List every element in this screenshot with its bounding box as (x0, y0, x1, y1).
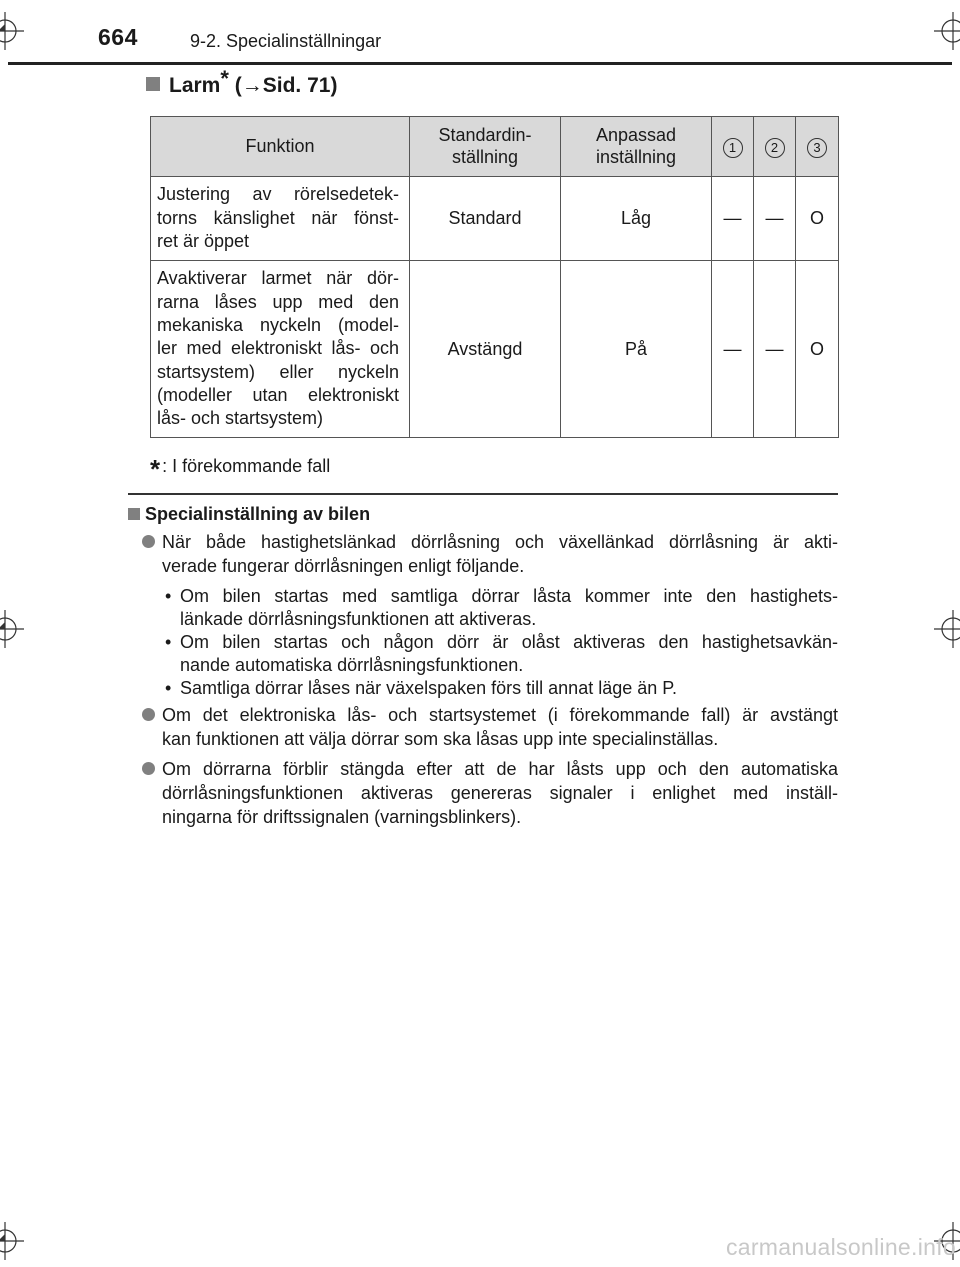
header-rule (8, 62, 952, 65)
subheading: Specialinställning av bilen (128, 504, 370, 525)
bullet-icon: • (165, 678, 172, 698)
function-cell: Justering av rörelsedetek- torns känslighet när fönst- ret är öppet (151, 177, 410, 261)
section-divider (128, 493, 838, 495)
header-custom: Anpassad inställning (561, 117, 712, 177)
table-header-row (151, 117, 839, 177)
circled-1-icon: 1 (723, 138, 743, 158)
method-1-cell: — (712, 177, 754, 261)
round-bullet-icon (142, 535, 155, 548)
section-title: Larm (169, 74, 221, 97)
settings-table (150, 116, 839, 438)
method-2-cell: — (754, 177, 796, 261)
paragraph-1: När både hastighetslänkad dörrlåsning och växellänkad dörrlåsning är akti- verade fungerar dörrlåsningen enligt följande. (162, 530, 838, 578)
footnote: * : I förekommande fall (150, 454, 331, 484)
section-heading: Larm* (→Sid. 71) (146, 74, 337, 98)
method-3-cell: O (796, 177, 839, 261)
circled-3-icon: 3 (807, 138, 827, 158)
list-item: • Samtliga dörrar låses när växelspaken förs till annat läge än P. (165, 678, 677, 698)
square-bullet-icon (128, 508, 140, 520)
header-function: Funktion (151, 117, 410, 177)
list-item: • Om bilen startas och någon dörr är olåst aktiveras den hastighetsavkän- nande automatiska dörrlåsningsfunktionen. (165, 632, 838, 675)
round-bullet-icon (142, 762, 155, 775)
registration-mark-top-right (934, 12, 960, 50)
chapter-title: 9-2. Specialinställningar (190, 31, 382, 51)
header-method-2 (754, 117, 796, 177)
custom-cell: Låg (561, 177, 712, 261)
default-cell: Standard (410, 177, 561, 261)
registration-mark-bottom-left (0, 1222, 24, 1260)
bullet-icon: • (165, 632, 172, 652)
page-number: 664 (98, 24, 138, 50)
registration-mark-middle-right (934, 610, 960, 648)
method-3-cell: O (796, 261, 839, 438)
paragraph-2: Om det elektroniska lås- och startsystemet (i förekommande fall) är avstängt kan funktionen att välja dörrar som ska låsas upp inte specialinställas. (162, 703, 838, 751)
custom-cell: På (561, 261, 712, 438)
list-item: • Om bilen startas med samtliga dörrar låsta kommer inte den hastighets- länkade dörrlåsningsfunktionen att aktiveras. (165, 586, 838, 629)
circled-2-icon: 2 (765, 138, 785, 158)
registration-mark-middle-left (0, 610, 24, 648)
page-reference-link[interactable]: Sid. 71) (262, 74, 338, 97)
header-method-3 (796, 117, 839, 177)
registration-mark-top-left (0, 12, 24, 50)
paragraph-3: Om dörrarna förblir stängda efter att de har låsts upp och den automatiska dörrlåsningsfunktionen aktiveras genereras signaler i enlighet med inställ- ningarna för driftssignalen (varningsblinkers). (162, 757, 838, 829)
square-bullet-icon (146, 77, 160, 91)
header-default: Standardin- ställning (410, 117, 561, 177)
method-2-cell: — (754, 261, 796, 438)
round-bullet-icon (142, 708, 155, 721)
header-method-1 (712, 117, 754, 177)
asterisk-marker: * (220, 66, 229, 91)
table-row (151, 177, 839, 261)
arrow-right-icon: → (241, 74, 263, 97)
bullet-icon: • (165, 586, 172, 606)
watermark: carmanualsonline.info (725, 1234, 956, 1260)
default-cell: Avstängd (410, 261, 561, 438)
method-1-cell: — (712, 261, 754, 438)
asterisk-marker: * (150, 454, 161, 484)
table-row (151, 261, 839, 438)
function-cell: Avaktiverar larmet när dör- rarna låses upp med den mekaniska nyckeln (model- ler med elektroniskt lås- och startsystem) eller nyckeln (modeller utan elektroniskt lås- och startsystem) (151, 261, 410, 438)
